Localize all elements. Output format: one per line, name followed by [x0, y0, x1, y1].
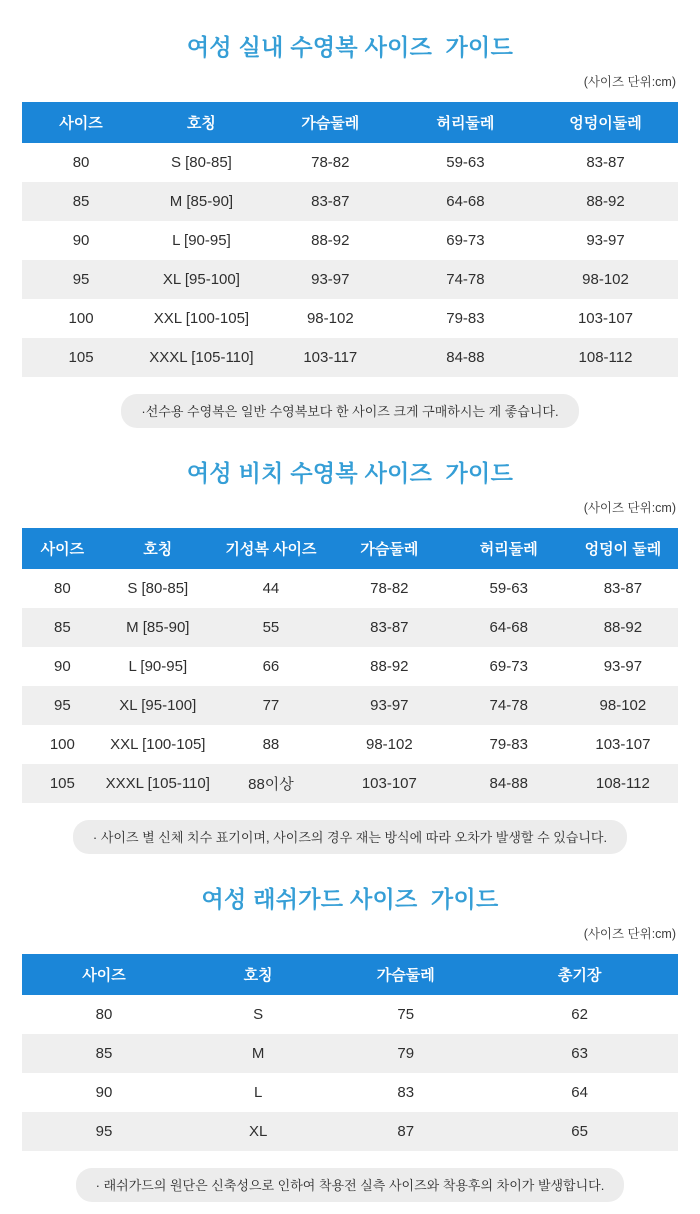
column-header: 호칭 [186, 954, 330, 995]
column-header: 허리둘레 [398, 102, 533, 143]
column-header: 가슴둘레 [329, 528, 450, 569]
size-cell: 64 [571, 1084, 588, 1101]
column-header: 엉덩이 둘레 [568, 528, 678, 569]
header-row [22, 102, 678, 143]
size-cell: 83-87 [603, 580, 643, 597]
size-cell: 88-92 [370, 658, 409, 675]
size-cell: XL [95-100] [162, 271, 240, 288]
table-row [22, 299, 678, 338]
unit-note: (사이즈 단위:cm) [583, 927, 676, 941]
size-cell: 77 [262, 697, 280, 714]
size-cell: 84-88 [446, 349, 485, 366]
size-cell: 62 [571, 1006, 588, 1023]
size-cell: 88-92 [586, 193, 625, 210]
size-cell: 93-97 [311, 271, 350, 288]
column-header: 호칭 [140, 102, 263, 143]
column-header: 허리둘레 [450, 528, 568, 569]
size-cell: 108-112 [595, 775, 650, 792]
size-cell: 85 [95, 1045, 113, 1062]
size-cell: XXL [100-105] [110, 736, 206, 753]
size-cell: 88 [262, 736, 280, 753]
size-cell: 63 [571, 1045, 588, 1062]
size-cell: 78-82 [311, 154, 350, 171]
beach-swimsuit-size-table [22, 528, 678, 803]
size-cell: 79-83 [489, 736, 528, 753]
size-cell: 44 [262, 580, 280, 597]
size-cell: 80 [72, 154, 90, 171]
size-cell: 98-102 [582, 271, 629, 288]
size-cell: 100 [49, 736, 75, 753]
note-pill: ·선수용 수영복은 일반 수영복보다 한 사이즈 크게 구매하시는 게 좋습니다. [121, 394, 578, 428]
size-cell: 103-117 [303, 349, 358, 366]
section-title: 여성 비치 수영복 사이즈 가이드 [186, 460, 514, 486]
size-cell: L [90-95] [128, 658, 188, 675]
size-cell: 59-63 [446, 154, 485, 171]
size-cell: 79-83 [446, 310, 485, 327]
size-cell: L [253, 1084, 263, 1101]
size-cell: 83-87 [370, 619, 409, 636]
size-cell: 103-107 [577, 310, 634, 327]
table-row [22, 995, 678, 1034]
size-cell: 55 [262, 619, 280, 636]
size-cell: 75 [397, 1006, 415, 1023]
size-cell: 100 [68, 310, 94, 327]
size-cell: 93-97 [603, 658, 643, 675]
table-row [22, 221, 678, 260]
table-row [22, 260, 678, 299]
note-pill: · 래쉬가드의 원단은 신축성으로 인하여 착용전 실측 사이즈와 착용후의 차이가 발생합니다. [76, 1168, 625, 1202]
size-cell: 105 [49, 775, 75, 792]
column-header: 가슴둘레 [330, 954, 481, 995]
size-cell: 98-102 [306, 310, 354, 327]
section-rashguard [0, 881, 700, 1202]
column-header: 엉덩이둘레 [533, 102, 678, 143]
size-cell: 80 [54, 580, 71, 597]
section-beach-swimsuit [0, 455, 700, 854]
size-cell: M [85-90] [169, 193, 234, 210]
size-cell: 103-107 [361, 775, 417, 792]
table-row [22, 725, 678, 764]
size-cell: 95 [54, 697, 71, 714]
table-row [22, 608, 678, 647]
size-cell: 103-107 [595, 736, 651, 753]
size-cell: 85 [54, 619, 71, 636]
unit-note: (사이즈 단위:cm) [583, 75, 676, 89]
rashguard-size-table [22, 954, 678, 1151]
table-row [22, 1112, 678, 1151]
table-row [22, 1034, 678, 1073]
note-row [0, 820, 700, 854]
size-cell: S [80-85] [170, 154, 232, 171]
indoor-swimsuit-size-table [22, 102, 678, 377]
size-cell: 79 [397, 1045, 415, 1062]
size-cell: S [253, 1006, 264, 1023]
column-header: 총기장 [481, 954, 678, 995]
unit-note: (사이즈 단위:cm) [583, 501, 676, 515]
size-cell: 74-78 [489, 697, 528, 714]
size-cell: 95 [72, 271, 90, 288]
size-cell: 93-97 [586, 232, 625, 249]
column-header: 사이즈 [22, 528, 103, 569]
size-cell: 69-73 [489, 658, 528, 675]
size-cell: 98-102 [365, 736, 413, 753]
column-header: 사이즈 [22, 954, 186, 995]
size-cell: 84-88 [489, 775, 528, 792]
table-row [22, 569, 678, 608]
section-title: 여성 래쉬가드 사이즈 가이드 [201, 886, 499, 912]
table-row [22, 764, 678, 803]
column-header: 가슴둘레 [263, 102, 398, 143]
size-cell: 90 [72, 232, 90, 249]
size-cell: M [85-90] [126, 619, 190, 636]
size-cell: 83-87 [586, 154, 625, 171]
size-cell: 64-68 [489, 619, 528, 636]
note-pill: · 사이즈 별 신체 치수 표기이며, 사이즈의 경우 재는 방식에 따라 오차가 발생할 수 있습니다. [73, 820, 627, 854]
size-cell: XL [95-100] [119, 697, 197, 714]
table-row [22, 1073, 678, 1112]
size-cell: 59-63 [489, 580, 528, 597]
size-cell: L [90-95] [172, 232, 231, 249]
header-row [22, 528, 678, 569]
size-cell: 87 [397, 1123, 415, 1140]
table-row [22, 182, 678, 221]
size-cell: 98-102 [599, 697, 647, 714]
size-cell: 95 [95, 1123, 113, 1140]
size-cell: 64-68 [446, 193, 485, 210]
size-cell: 108-112 [578, 349, 633, 366]
table-row [22, 143, 678, 182]
table-row [22, 338, 678, 377]
size-cell: 88이상 [248, 776, 294, 793]
size-cell: 88-92 [311, 232, 350, 249]
size-cell: XXXL [105-110] [149, 349, 254, 366]
note-row [0, 394, 700, 428]
size-cell: XXXL [105-110] [105, 775, 210, 792]
column-header: 사이즈 [22, 102, 140, 143]
size-cell: 65 [571, 1123, 588, 1140]
table-row [22, 686, 678, 725]
size-cell: M [251, 1045, 265, 1062]
size-cell: 78-82 [370, 580, 409, 597]
size-cell: 83-87 [311, 193, 350, 210]
size-cell: 74-78 [446, 271, 485, 288]
section-indoor-swimsuit [0, 29, 700, 428]
size-cell: XL [248, 1123, 268, 1140]
size-cell: 90 [54, 658, 71, 675]
size-cell: 69-73 [446, 232, 485, 249]
size-cell: 105 [68, 349, 94, 366]
size-cell: S [80-85] [127, 580, 189, 597]
size-cell: 85 [72, 193, 90, 210]
section-title: 여성 실내 수영복 사이즈 가이드 [186, 34, 514, 60]
size-cell: 66 [262, 658, 280, 675]
size-cell: 93-97 [370, 697, 409, 714]
column-header: 기성복 사이즈 [213, 528, 329, 569]
header-row [22, 954, 678, 995]
size-cell: 83 [397, 1084, 415, 1101]
table-row [22, 647, 678, 686]
size-cell: 90 [95, 1084, 113, 1101]
size-cell: 88-92 [603, 619, 643, 636]
size-cell: 80 [95, 1006, 113, 1023]
note-row [0, 1168, 700, 1202]
size-cell: XXL [100-105] [153, 310, 250, 327]
column-header: 호칭 [103, 528, 213, 569]
